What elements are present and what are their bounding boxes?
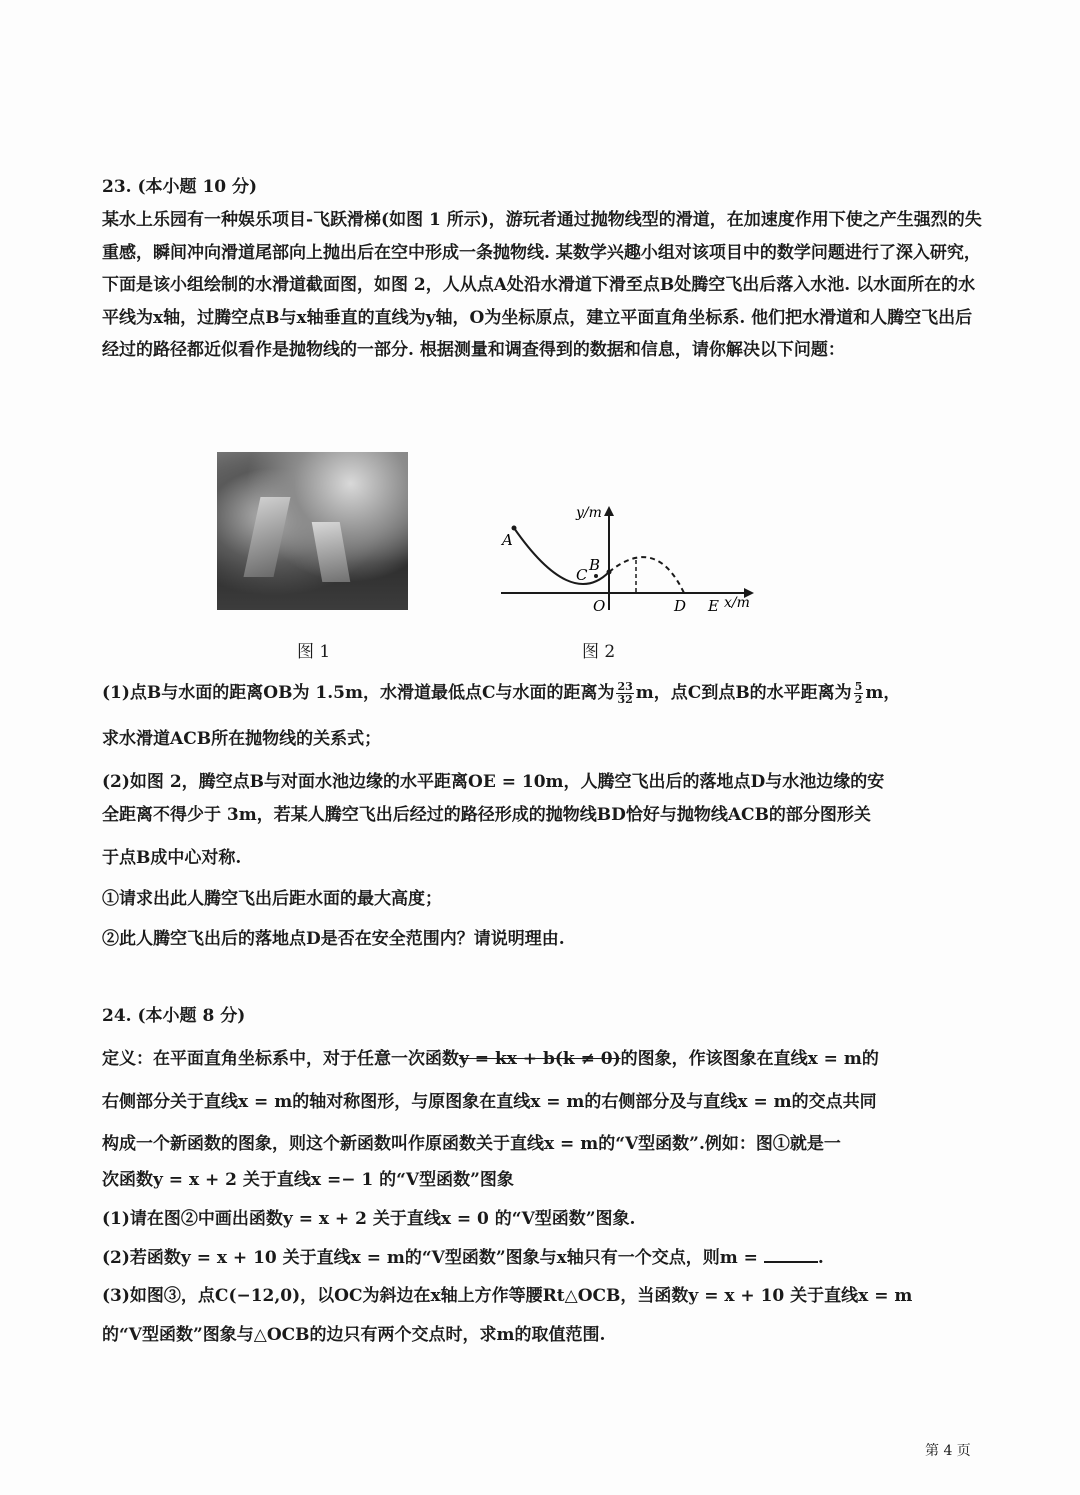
q24-part1: (1)请在图②中画出函数y = x + 2 关于直线x = 0 的“V型函数”图象. [102, 1209, 636, 1229]
figure-1-photo [217, 452, 408, 610]
q24-part3-line1: (3)如图③，点C(−12,0)，以OC为斜边在x轴上方作等腰Rt△OCB，当函数y = x + 10 关于直线x = m [102, 1286, 913, 1306]
q23-sub2: ②此人腾空飞出后的落地点D是否在安全范围内？请说明理由. [102, 929, 565, 949]
point-a-dot [512, 526, 517, 531]
q23-sub1: ①请求出此人腾空飞出后距水面的最大高度； [102, 889, 442, 909]
figure-2-diagram [496, 500, 766, 620]
point-c-dot [594, 574, 598, 578]
q23-part2-line3: 于点B成中心对称. [102, 848, 242, 868]
q24-def-line4: 次函数y = x + 2 关于直线x =− 1 的“V型函数”图象 [102, 1170, 514, 1190]
y-axis-arrow [604, 506, 614, 516]
label-c: C [576, 566, 588, 584]
q23-part2-line2: 全距离不得少于 3m，若某人腾空飞出后经过的路径形成的抛物线BD恰好与抛物线ACB的部分图形关 [102, 805, 871, 825]
photo-slide-right [312, 522, 351, 582]
figure-1-caption: 图 1 [297, 642, 331, 662]
answer-blank[interactable] [764, 1247, 818, 1263]
q24-def-line2: 右侧部分关于直线x = m的轴对称图形，与原图象在直线x = m的右侧部分及与直线x = m的交点共同 [102, 1092, 877, 1112]
q24-def-text-a: 定义：在平面直角坐标系中，对于任意一次函数 [102, 1049, 459, 1069]
label-o: O [593, 597, 606, 615]
figure-2-caption: 图 2 [582, 642, 616, 662]
label-e: E [708, 597, 719, 615]
q23-part1-line2: 求水滑道ACB所在抛物线的关系式； [102, 729, 382, 749]
q23-part2-line1: (2)如图 2，腾空点B与对面水池边缘的水平距离OE = 10m，人腾空飞出后的落地点D与水池边缘的安 [102, 772, 885, 792]
q23-title: 23. (本小题 10 分) [102, 177, 258, 197]
q24-part2 [102, 1243, 824, 1268]
fraction-5-2: $\frac{5}{2}$ [854, 680, 863, 706]
point-b-dot [607, 570, 612, 575]
q23-part1-line1 [102, 678, 900, 706]
q24-def-text-b: 的图象，作该图象在直线x = m的 [620, 1049, 879, 1069]
q24-part2-period: . [817, 1248, 824, 1268]
q24-def-line1 [102, 1044, 879, 1069]
q24-def-line3: 构成一个新函数的图象，则这个新函数叫作原函数关于直线x = m的“V型函数”.例如：图①就是一 [102, 1134, 841, 1154]
label-b: B [589, 556, 601, 574]
q23-part1-text-a: (1)点B与水面的距离OB为 1.5m，水滑道最低点C与水面的距离为 [102, 683, 615, 703]
q24-linear-function: y = kx + b(k ≠ 0) [459, 1049, 621, 1069]
q23-part1-text-c: m， [865, 683, 901, 703]
flight-curve-bd [609, 557, 684, 593]
q23-part1-text-b: m，点C到点B的水平距离为 [635, 683, 852, 703]
q23-intro: 某水上乐园有一种娱乐项目-飞跃滑梯(如图 1 所示)，游玩者通过抛物线型的滑道，在加速度作用下使之产生强烈的失重感，瞬间冲向滑道尾部向上抛出后在空中形成一条抛物线. 某数学兴趣小组对该项目中的数学问题进行了深入研究，下面是该小组绘制的水滑道截面图，如图 2，人从点A处沿水滑道下滑至点B处腾空飞出后落入水池. 以水面所在的水平线为x轴，过腾空点B与x轴垂直的直线为y轴，O为坐标原点，建立平面直角坐标系. 他们把水滑道和人腾空飞出后经过的路径都近似看作是抛物线的一部分. 根据测量和调查得到的数据和信息，请你解决以下问题： [102, 210, 982, 360]
fraction-23-32: $\frac{23}{32}$ [617, 680, 633, 706]
label-d: D [674, 597, 687, 615]
q24-title: 24. (本小题 8 分) [102, 1006, 246, 1026]
label-a: A [502, 531, 513, 549]
q24-part3-line2: 的“V型函数”图象与△OCB的边只有两个交点时，求m的取值范围. [102, 1325, 606, 1345]
x-axis-label: x/m [724, 595, 750, 611]
y-axis-label: y/m [576, 505, 602, 521]
page-number: 第 4 页 [925, 1443, 971, 1459]
q24-part2-text: (2)若函数y = x + 10 关于直线x = m的“V型函数”图象与x轴只有一个交点，则m = [102, 1248, 758, 1268]
photo-slide-left [243, 497, 290, 577]
